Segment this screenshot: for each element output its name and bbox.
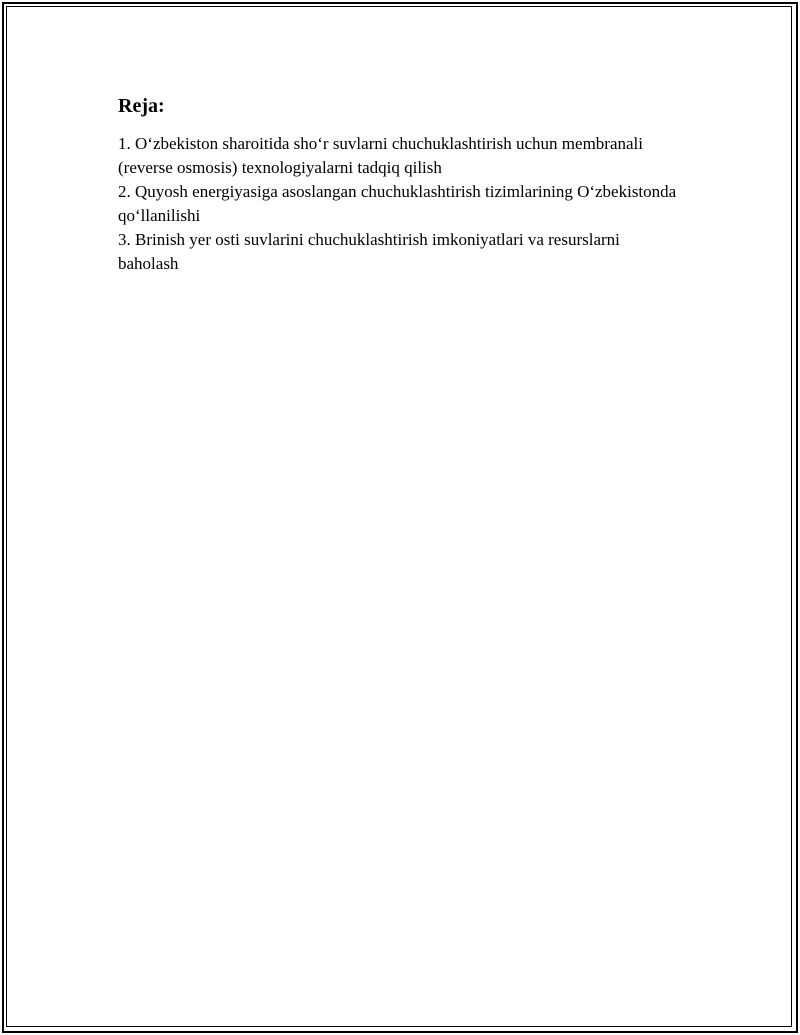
- plan-list: [118, 132, 678, 276]
- plan-item-2: 2. Quyosh energiyasiga asoslangan chuchuklashtirish tizimlarining O‘zbekistonda qo‘llanilishi: [118, 182, 677, 225]
- plan-heading: Reja:: [118, 95, 165, 117]
- plan-item-1: 1. O‘zbekiston sharoitida sho‘r suvlarni chuchuklashtirish uchun membranali (reverse osmosis) texnologiyalarni tadqiq qilish: [118, 134, 643, 177]
- plan-item-3: 3. Brinish yer osti suvlarini chuchuklashtirish imkoniyatlari va resurslarni baholash: [118, 230, 620, 273]
- document-content: [118, 94, 678, 276]
